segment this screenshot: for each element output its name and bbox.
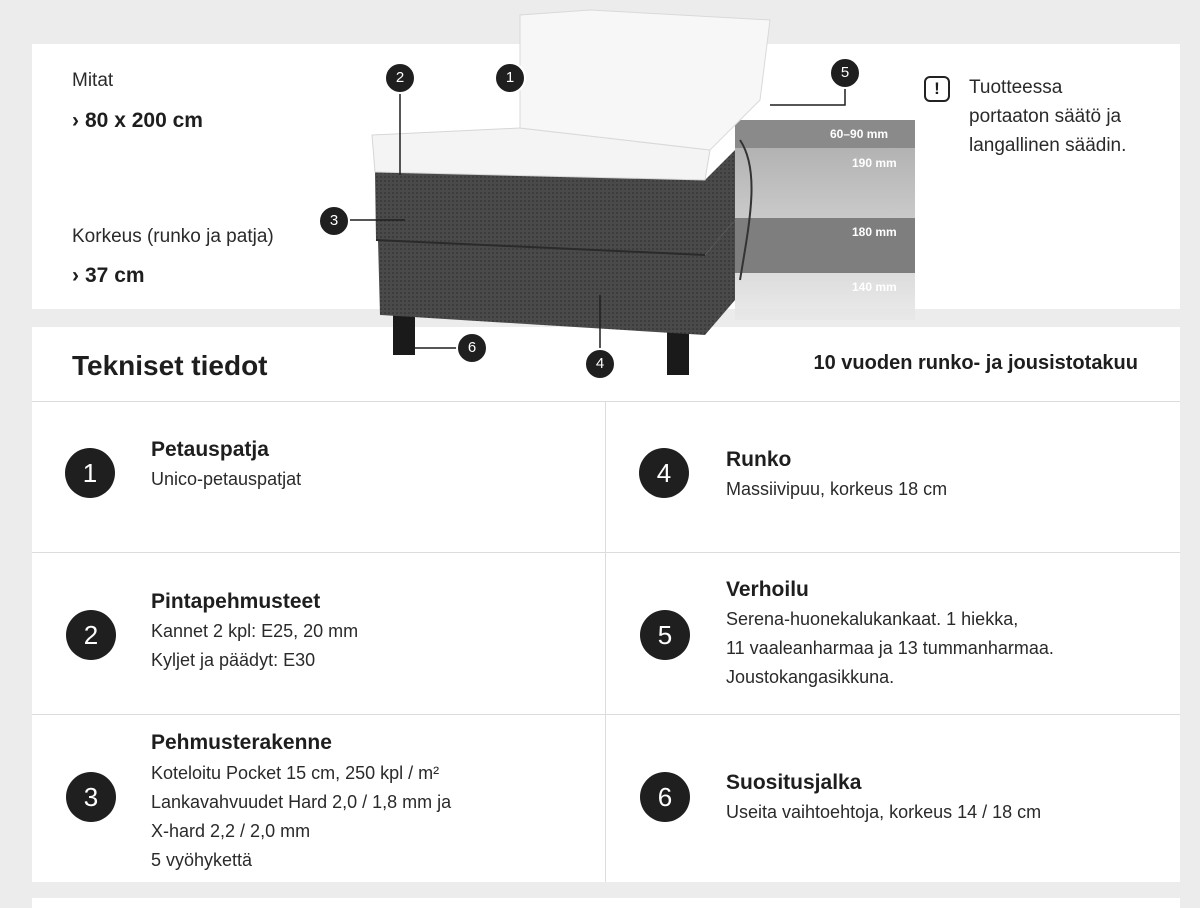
notice-line: portaaton säätö ja	[969, 106, 1122, 127]
spec-line: Kyljet ja päädyt: E30	[151, 650, 316, 670]
chevron-right-icon: ›	[72, 109, 79, 132]
chevron-right-icon: ›	[72, 264, 79, 287]
size-label: Mitat	[72, 70, 114, 91]
notice-line: Tuotteessa	[969, 77, 1063, 98]
marker-6: 6	[456, 332, 488, 364]
height-value-text: 37 cm	[85, 264, 145, 287]
height-value	[72, 264, 145, 288]
spec-title: Suositusjalka	[726, 771, 862, 794]
notice-line: langallinen säädin.	[969, 135, 1127, 156]
spec-number-badge: 6	[640, 772, 690, 822]
section-title: Tekniset tiedot	[72, 350, 268, 381]
spec-number-badge: 5	[640, 610, 690, 660]
marker-5: 5	[829, 57, 861, 89]
spec-line: Serena-huonekalukankaat. 1 hiekka,	[726, 609, 1019, 629]
marker-3: 3	[318, 205, 350, 237]
marker-4: 4	[584, 348, 616, 380]
spec-number-badge: 4	[639, 448, 689, 498]
size-value	[72, 109, 203, 133]
size-value-text: 80 x 200 cm	[85, 109, 203, 132]
spec-line: Koteloitu Pocket 15 cm, 250 kpl / m²	[151, 763, 440, 783]
spec-line: Kannet 2 kpl: E25, 20 mm	[151, 621, 359, 641]
mattress-head	[520, 10, 770, 150]
spec-title: Pehmusterakenne	[151, 731, 332, 754]
spec-number-badge: 3	[66, 772, 116, 822]
spec-line: Massiivipuu, korkeus 18 cm	[726, 479, 948, 499]
spec-line: Useita vaihtoehtoja, korkeus 14 / 18 cm	[726, 802, 1042, 822]
spec-line: Unico-petauspatjat	[151, 469, 302, 489]
marker-2: 2	[384, 62, 416, 94]
exclamation-icon: !	[924, 76, 950, 102]
divider	[32, 401, 1180, 402]
divider	[32, 552, 1180, 553]
measurement-label: 190 mm	[852, 156, 897, 170]
spec-title: Verhoilu	[726, 578, 809, 601]
spec-number-badge: 2	[66, 610, 116, 660]
spec-number-badge: 1	[65, 448, 115, 498]
spec-line: X-hard 2,2 / 2,0 mm	[151, 821, 311, 841]
height-label: Korkeus (runko ja patja)	[72, 226, 274, 247]
divider	[32, 714, 1180, 715]
warranty-text: 10 vuoden runko- ja jousistotakuu	[813, 352, 1138, 374]
divider	[605, 402, 606, 882]
spec-title: Runko	[726, 448, 792, 471]
bed-drawing	[320, 0, 920, 380]
measurement-label: 60–90 mm	[830, 127, 889, 141]
spec-title: Pintapehmusteet	[151, 590, 321, 613]
spec-line: 5 vyöhykettä	[151, 850, 253, 870]
spec-line: Joustokangasikkuna.	[726, 667, 895, 687]
marker-1: 1	[494, 62, 526, 94]
bed-illustration	[320, 0, 920, 380]
spec-line: Lankavahvuudet Hard 2,0 / 1,8 mm ja	[151, 792, 452, 812]
measurement-label: 180 mm	[852, 225, 897, 239]
measurement-label: 140 mm	[852, 280, 897, 294]
next-card-edge	[32, 898, 1180, 908]
spec-line: 11 vaaleanharmaa ja 13 tummanharmaa.	[726, 638, 1054, 658]
spec-title: Petauspatja	[151, 438, 269, 461]
